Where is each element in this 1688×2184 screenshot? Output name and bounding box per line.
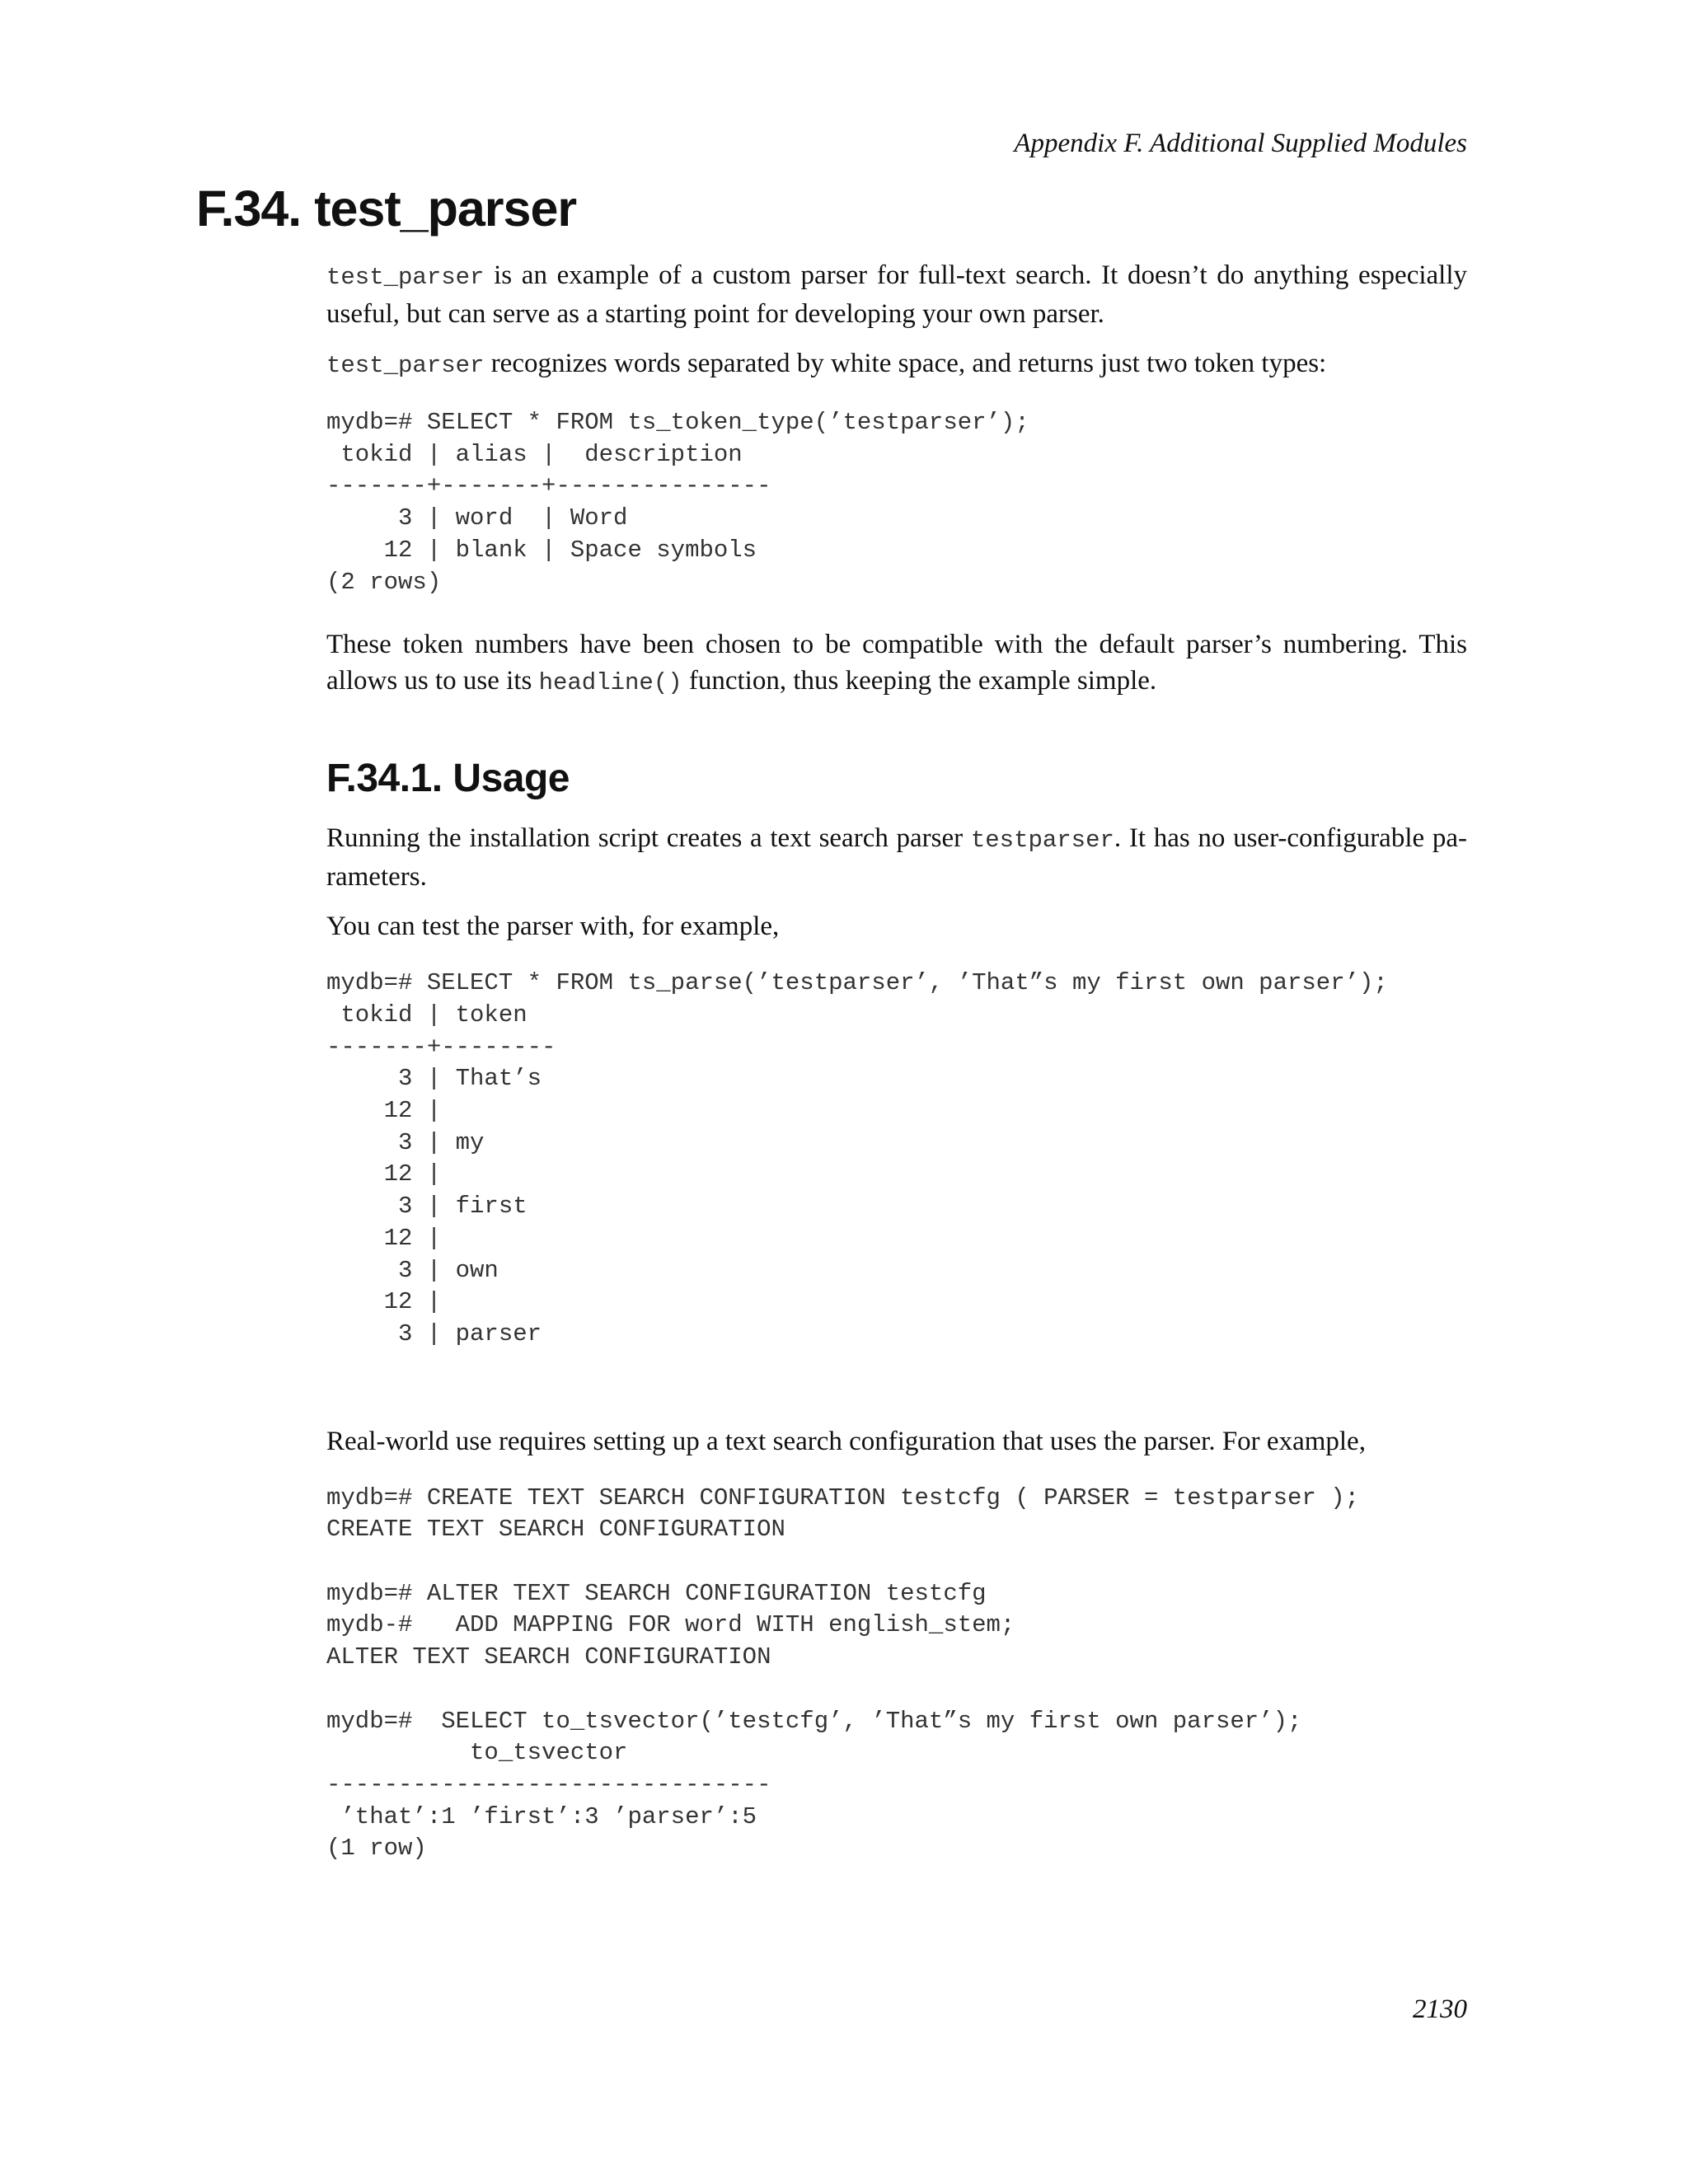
usage-paragraph-2: You can test the parser with, for example, [326, 912, 780, 942]
paragraph-text: recognizes words separated by white space, and returns just two token types: [484, 349, 1327, 378]
chapter-title: F.34. test_parser [196, 180, 577, 237]
intro-paragraph-1 [326, 257, 1467, 332]
content-body [326, 257, 1467, 1865]
inline-code: test_parser [326, 264, 485, 291]
running-header: Appendix F. Additional Supplied Modules [1014, 129, 1467, 158]
inline-code: test_parser [326, 352, 485, 379]
code-block-ts-parse: mydb=# SELECT * FROM ts_parse(’testparser’, ’That”s my first own parser’); tokid | token -------+-------- 3 | That’s 12 | 3 | my 12 | 3 | first 12 | 3 | own 12 | 3 | parser [326, 969, 1388, 1347]
paragraph-text: function, thus keeping the example simple. [682, 666, 1157, 696]
code-block-token-types: mydb=# SELECT * FROM ts_token_type(’testparser’); tokid | alias | description -------+-------+--------------- 3 | word | Word 12 | blank | Space symbols (2 rows) [326, 409, 1029, 596]
intro-paragraph-3 [326, 626, 1467, 701]
paragraph-text: These token numbers have been chosen to be compatible with the default parser’s numbering. This allows us to use its [326, 630, 1467, 696]
paragraph-text: Running the installation script creates a text search parser [326, 823, 971, 854]
inline-code: testparser [970, 827, 1114, 855]
inline-code: headline() [538, 669, 682, 697]
paragraph-text: . It has no user-configurable pa-rameters. [326, 823, 1467, 893]
page-number: 2130 [1413, 1994, 1467, 2024]
usage-paragraph-3: Real-world use requires setting up a text search configuration that uses the parser. For example, [326, 1426, 1366, 1456]
paragraph-text: is an example of a custom parser for full-text search. It doesn’t do anything especially useful, but can serve as a starting point for developing your own parser. [326, 260, 1467, 329]
usage-paragraph-1 [326, 820, 1467, 895]
section-title-usage: F.34.1. Usage [326, 757, 570, 801]
code-block-configuration: mydb=# CREATE TEXT SEARCH CONFIGURATION testcfg ( PARSER = testparser ); CREATE TEXT SEARCH CONFIGURATION mydb=# ALTER TEXT SEARCH CONFIGURATION testcfg mydb-# ADD MAPPING FOR word WITH english_stem; ALTER TEXT SEARCH CONFIGURATION mydb=# SELECT to_tsvector(’testcfg’, ’That”s my first own parser’); to_tsvector ------------------------------- ’that’:1 ’first’:3 ’parser’:5 (1 row) [326, 1483, 1360, 1863]
intro-paragraph-2 [326, 345, 1467, 384]
